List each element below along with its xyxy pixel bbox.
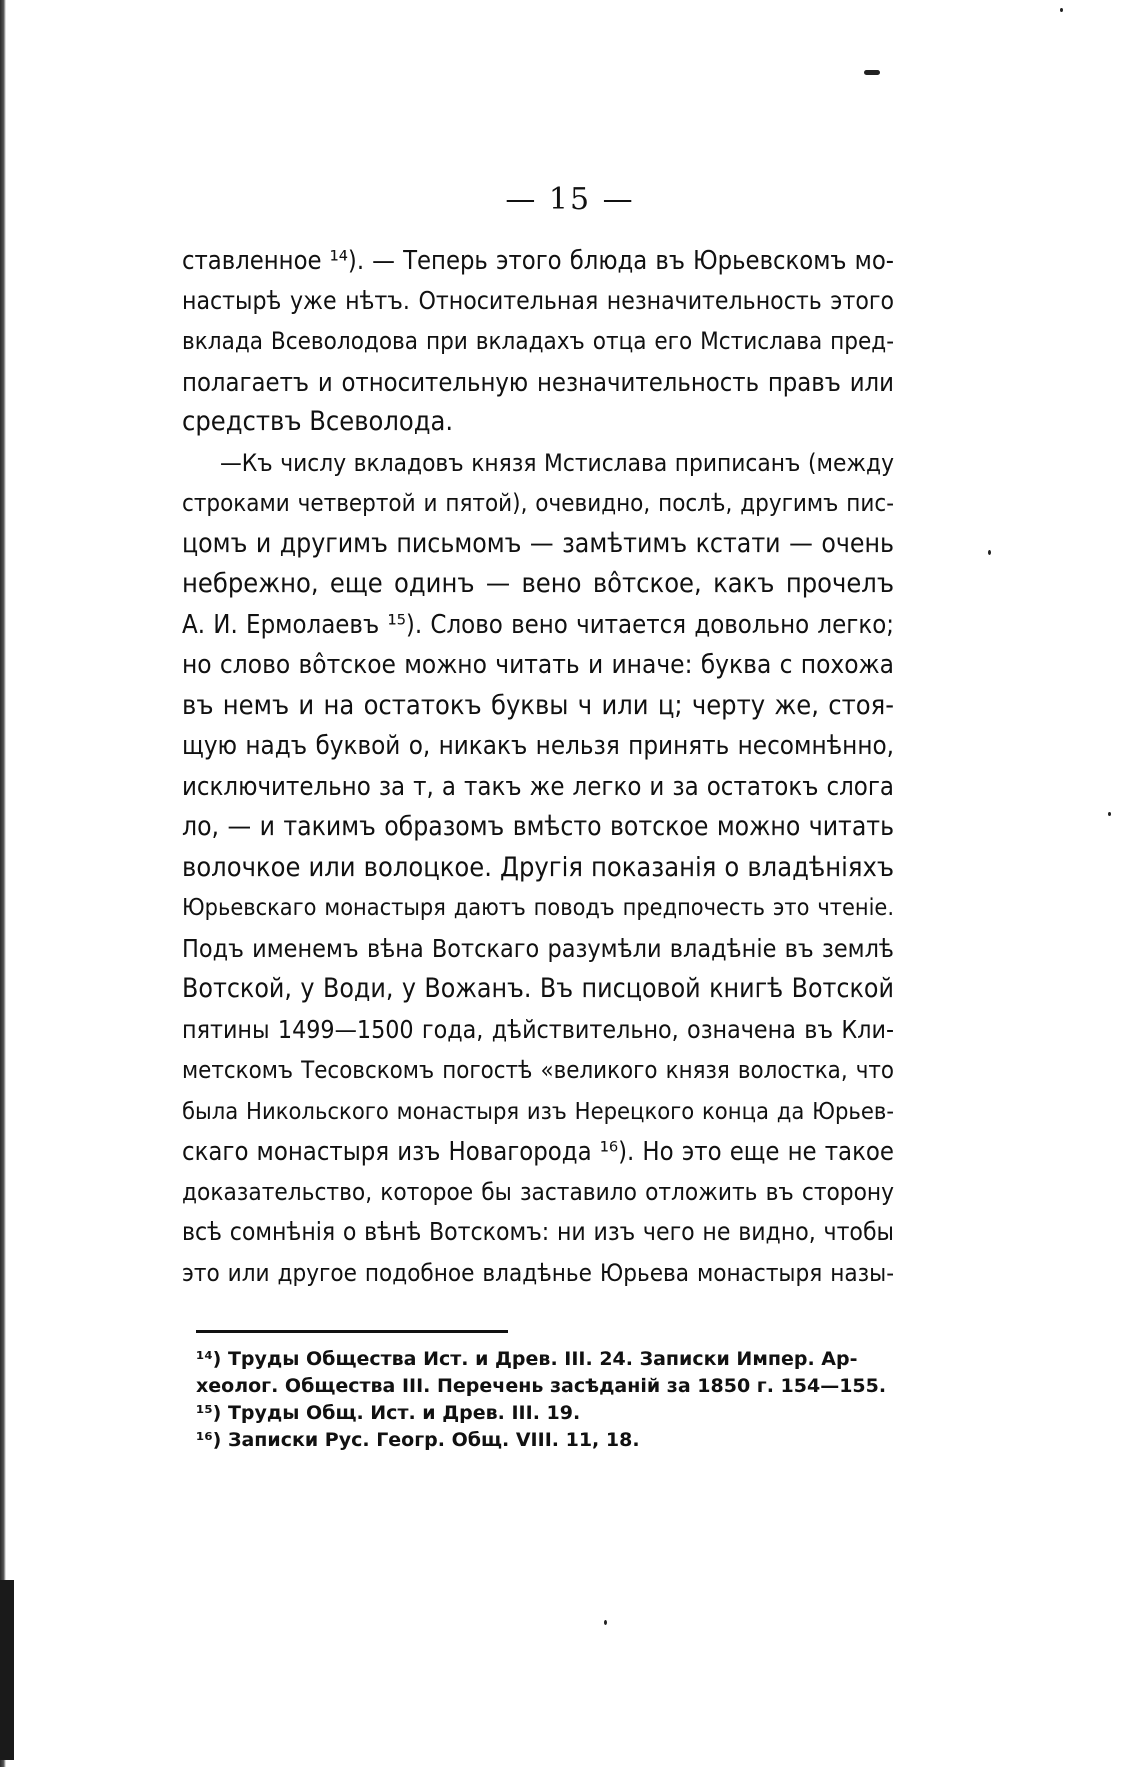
- body-line: А. И. Ермолаевъ ¹⁵). Слово вено читается довольно легко;: [182, 609, 894, 640]
- body-line: ло, — и такимъ образомъ вмѣсто вотское можно читать: [182, 812, 894, 842]
- body-line: была Никольского монастыря изъ Нерецкого конца да Юрьев-: [182, 1096, 894, 1125]
- body-line: Вотской, у Води, у Вожанъ. Въ писцовой книгѣ Вотской: [182, 973, 894, 1004]
- footnote-line: ¹⁵) Труды Общ. Ист. и Древ. III. 19.: [196, 1402, 581, 1424]
- binding-mark: [0, 1580, 14, 1760]
- scan-speck: [604, 1620, 607, 1625]
- body-line: волочкое или волоцкое. Другія показанія о владѣніяхъ: [182, 851, 894, 883]
- body-line: доказательство, которое бы заставило отложить въ сторону: [182, 1177, 894, 1206]
- body-line: Подъ именемъ вѣна Вотскаго разумѣли владѣніе въ землѣ: [182, 933, 894, 963]
- footnotes: [196, 1346, 896, 1454]
- footnote-line: хеолог. Общества III. Перечень засѣданій за 1850 г. 154—155.: [196, 1375, 887, 1397]
- body-line: —Къ числу вкладовъ князя Мстислава приписанъ (между: [220, 447, 894, 477]
- scan-speck: [1060, 8, 1063, 12]
- scan-speck: [864, 70, 880, 75]
- binding-edge: [0, 0, 6, 1767]
- body-line: небрежно, еще одинъ — вено вôтское, какъ прочелъ: [182, 568, 894, 599]
- body-line: вклада Всеволодова при вкладахъ отца его Мстислава пред-: [182, 327, 894, 355]
- body-line: исключительно за т, а такъ же легко и за остатокъ слога: [182, 771, 894, 802]
- body-line: метскомъ Тесовскомъ погостѣ «великого князя волостка, что: [182, 1056, 894, 1084]
- body-line: ставленное ¹⁴). — Теперь этого блюда въ Юрьевскомъ мо-: [182, 245, 894, 275]
- body-line: строками четвертой и пятой), очевидно, послѣ, другимъ пис-: [182, 489, 894, 517]
- footnote-line: ¹⁴) Труды Общества Ист. и Древ. III. 24. Записки Импер. Ар-: [196, 1348, 858, 1370]
- body-line: пятины 1499—1500 года, дѣйствительно, означена въ Кли-: [182, 1014, 894, 1044]
- footnote-divider: [196, 1330, 508, 1333]
- page-number: — 15 —: [505, 182, 635, 217]
- body-line: настырѣ уже нѣтъ. Относительная незначительность этого: [182, 285, 894, 315]
- body-line: средствъ Всеволода.: [182, 406, 454, 437]
- body-line: Юрьевскаго монастыря даютъ поводъ предпочесть это чтеніе.: [182, 894, 894, 921]
- scan-speck: [1108, 812, 1111, 816]
- body-line: всѣ сомнѣнія о вѣнѣ Вотскомъ: ни изъ чего не видно, чтобы: [182, 1217, 894, 1246]
- body-line: это или другое подобное владѣнье Юрьева монастыря назы-: [182, 1258, 894, 1287]
- body-line: но слово вôтское можно читать и иначе: буква с похожа: [182, 650, 894, 680]
- body-line: цомъ и другимъ письмомъ — замѣтимъ кстати — очень: [182, 528, 894, 559]
- body-line: полагаетъ и относительную незначительность правъ или: [182, 366, 894, 397]
- scan-speck: [988, 550, 991, 555]
- body-line: скаго монастыря изъ Новагорода ¹⁶). Но это еще не такое: [182, 1136, 894, 1166]
- footnote-line: ¹⁶) Записки Рус. Геогр. Общ. VIII. 11, 18.: [196, 1429, 640, 1451]
- body-text: [182, 240, 894, 1293]
- body-line: въ немъ и на остатокъ буквы ч или ц; черту же, стоя-: [182, 689, 894, 721]
- body-line: щую надъ буквой о, никакъ нельзя принять несомнѣнно,: [182, 731, 894, 761]
